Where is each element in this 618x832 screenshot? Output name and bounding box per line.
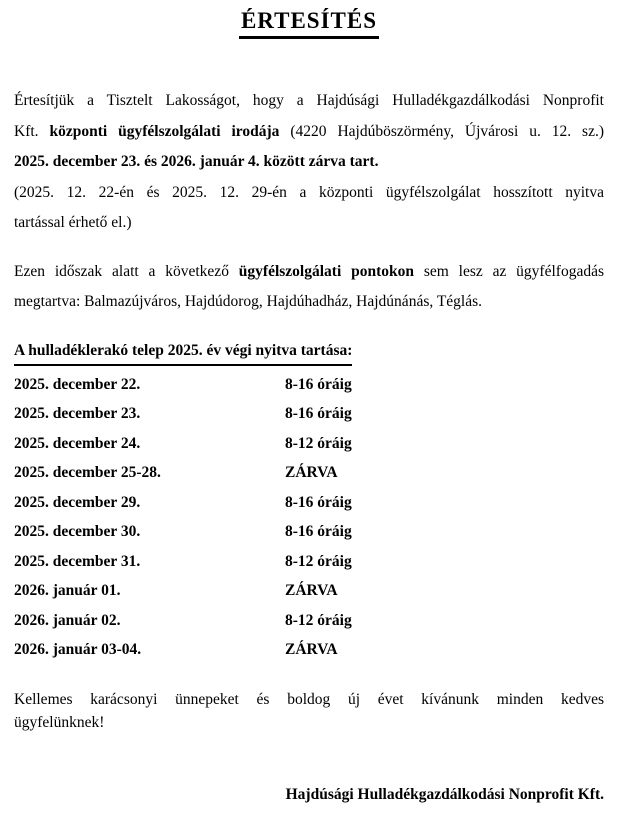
schedule-hours: 8-16 óráig	[285, 375, 352, 393]
schedule-hours: 8-12 óráig	[285, 611, 352, 629]
schedule-date: 2025. december 22.	[14, 375, 141, 393]
bold-segment: központi ügyfélszolgálati irodája	[49, 122, 280, 140]
schedule-hours: ZÁRVA	[285, 464, 338, 481]
schedule-row	[14, 576, 604, 606]
schedule-date: 2025. december 30.	[14, 523, 141, 540]
schedule-hours: ZÁRVA	[285, 582, 338, 599]
schedule-hours: 8-16 óráig	[285, 523, 352, 540]
period-paragraph	[14, 257, 604, 318]
signature: Hajdúsági Hulladékgazdálkodási Nonprofit Kft.	[285, 785, 604, 803]
closing-paragraph	[14, 688, 604, 734]
text-line: Értesítjük a Tisztelt Lakosságot, hogy a Hajdúsági Hulladékgazdálkodási Nonprofit	[14, 92, 604, 109]
schedule-heading: A hulladéklerakó telep 2025. év végi nyitva tartása:	[14, 340, 352, 366]
text-line	[14, 257, 604, 288]
text-line: tartással érhető el.)	[14, 214, 132, 231]
schedule-table	[14, 370, 604, 665]
schedule-row	[14, 635, 604, 665]
schedule-date: 2026. január 01.	[14, 582, 121, 599]
schedule-date: 2026. január 03-04.	[14, 641, 142, 658]
schedule-hours: 8-12 óráig	[285, 552, 352, 570]
schedule-date: 2025. december 23.	[14, 405, 141, 422]
text-segment: Kft.	[14, 122, 50, 140]
bold-segment: ügyfélszolgálati pontokon	[238, 262, 414, 280]
schedule-date: 2025. december 24.	[14, 434, 141, 452]
schedule-hours: 8-16 óráig	[285, 493, 352, 511]
schedule-hours: 8-16 óráig	[285, 405, 352, 422]
schedule-row	[14, 606, 604, 636]
document-title: ÉRTESÍTÉS	[239, 8, 379, 39]
text-segment: (4220 Hajdúböszörmény, Újvárosi u. 12. sz.)	[279, 122, 604, 140]
schedule-date: 2025. december 31.	[14, 552, 141, 570]
text-segment: Ezen időszak alatt a következő	[14, 262, 239, 280]
text-line	[14, 117, 604, 148]
schedule-row	[14, 547, 604, 577]
intro-paragraph	[14, 86, 604, 239]
text-line: Kellemes karácsonyi ünnepeket és boldog új évet kívánunk minden kedves	[14, 690, 604, 708]
text-line: ügyfelünknek!	[14, 713, 105, 731]
schedule-row	[14, 517, 604, 547]
schedule-date: 2026. január 02.	[14, 611, 121, 629]
text-line: 2025. december 23. és 2026. január 4. között zárva tart.	[14, 153, 379, 170]
schedule-row	[14, 458, 604, 488]
schedule-row	[14, 399, 604, 429]
text-segment: sem lesz az ügyfélfogadás	[414, 262, 604, 280]
schedule-heading-row	[14, 340, 604, 366]
text-line: (2025. 12. 22-én és 2025. 12. 29-én a központi ügyfélszolgálat hosszított nyitva	[14, 183, 604, 201]
schedule-row	[14, 370, 604, 400]
schedule-date: 2025. december 25-28.	[14, 464, 161, 481]
schedule-date: 2025. december 29.	[14, 493, 141, 511]
schedule-hours: ZÁRVA	[285, 641, 338, 658]
schedule-hours: 8-12 óráig	[285, 434, 352, 452]
schedule-row	[14, 488, 604, 518]
schedule-row	[14, 429, 604, 459]
title-row	[14, 8, 604, 39]
text-line: megtartva: Balmazújváros, Hajdúdorog, Hajdúhadház, Hajdúnánás, Téglás.	[14, 293, 483, 310]
